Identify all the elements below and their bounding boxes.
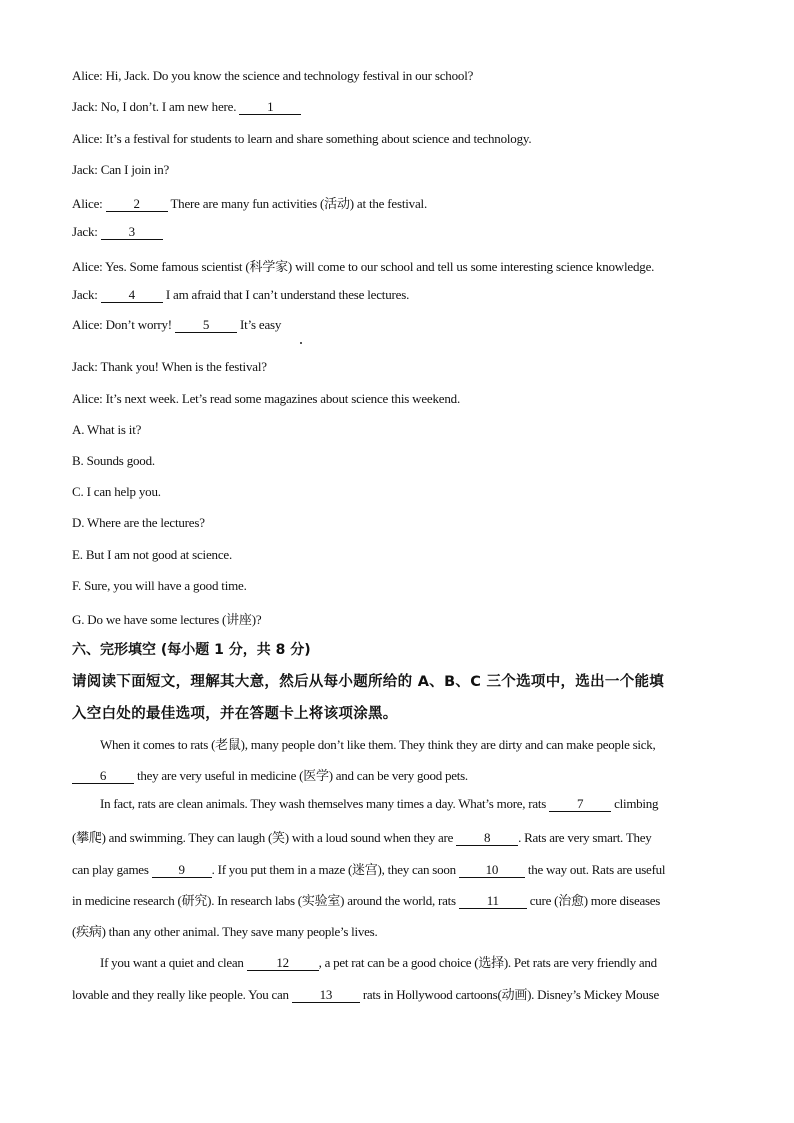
- dialogue-text: Alice:: [72, 196, 106, 211]
- passage-text: can play games: [72, 862, 152, 877]
- option-e: E. But I am not good at science.: [72, 547, 233, 562]
- answer-blank-3[interactable]: 3: [101, 225, 163, 240]
- dialogue-text: Alice: Don’t worry!: [72, 317, 175, 332]
- dialogue-line-7: [72, 256, 654, 275]
- passage-line-3: [72, 796, 752, 812]
- section-instruction-line-2: 入空白处的最佳选项，并在答题卡上将该项涂黑。: [72, 706, 398, 722]
- answer-blank-7[interactable]: 7: [549, 797, 611, 812]
- option-g: G. Do we have some lectures (讲座)?: [72, 612, 262, 627]
- dialogue-line-1: [72, 68, 473, 84]
- passage-text: rats in Hollywood cartoons(动画). Disney’s Mickey Mouse: [359, 987, 659, 1002]
- answer-blank-10[interactable]: 10: [459, 863, 525, 878]
- passage-text: the way out. Rats are useful: [524, 862, 666, 877]
- passage-line-2: [72, 765, 724, 784]
- option-c: C. I can help you.: [72, 484, 161, 499]
- answer-blank-1[interactable]: 1: [239, 100, 301, 115]
- passage-text: lovable and they really like people. You can: [72, 987, 292, 1002]
- dialogue-text: Jack:: [72, 224, 101, 239]
- passage-text: (攀爬) and swimming. They can laugh (笑) with a loud sound when they are: [72, 830, 457, 845]
- option-f: F. Sure, you will have a good time.: [72, 578, 247, 593]
- passage-text: If you want a quiet and clean: [100, 955, 247, 970]
- answer-blank-8[interactable]: 8: [456, 831, 518, 846]
- answer-blank-5[interactable]: 5: [175, 318, 237, 333]
- dialogue-text: Jack: Can I join in?: [72, 162, 170, 177]
- passage-text: climbing: [611, 796, 659, 811]
- dialogue-line-10: [72, 359, 267, 375]
- dialogue-line-6: [72, 224, 163, 240]
- passage-line-1: [72, 734, 752, 753]
- passage-line-4: [72, 827, 724, 846]
- stray-mark: [300, 342, 302, 344]
- dialogue-line-11: [72, 391, 460, 407]
- dialogue-line-8: [72, 287, 409, 303]
- answer-blank-2[interactable]: 2: [106, 197, 168, 212]
- passage-text: . If you put them in a maze (迷宫), they can soon: [211, 862, 459, 877]
- passage-line-5: [72, 859, 724, 878]
- section-title: 六、完形填空 (每小题 1 分，共 8 分): [72, 642, 311, 658]
- answer-blank-9[interactable]: 9: [152, 863, 212, 878]
- passage-text: in medicine research (研究). In research labs (实验室) around the world, rats: [72, 893, 459, 908]
- dialogue-text: Jack: Thank you! When is the festival?: [72, 359, 267, 374]
- option-a: A. What is it?: [72, 422, 142, 437]
- passage-text: , a pet rat can be a good choice (选择). Pet rats are very friendly and: [318, 955, 657, 970]
- passage-line-6: [72, 890, 724, 909]
- dialogue-text: Jack:: [72, 287, 101, 302]
- passage-text: cure (治愈) more diseases: [526, 893, 661, 908]
- option-b: B. Sounds good.: [72, 453, 155, 468]
- dialogue-text: Alice: It’s next week. Let’s read some magazines about science this weekend.: [72, 391, 461, 406]
- answer-blank-11[interactable]: 11: [459, 894, 527, 909]
- answer-blank-13[interactable]: 13: [292, 988, 360, 1003]
- answer-blank-4[interactable]: 4: [101, 288, 163, 303]
- dialogue-text: It’s easy: [236, 317, 282, 332]
- dialogue-line-5: [72, 193, 427, 212]
- passage-text: When it comes to rats (老鼠), many people don’t like them. They think they are dirty and can make people sick,: [100, 737, 656, 752]
- passage-text: . Rats are very smart. They: [518, 830, 652, 845]
- dialogue-text: Jack: No, I don’t. I am new here.: [72, 99, 240, 114]
- dialogue-text: I am afraid that I can’t understand these lectures.: [162, 287, 410, 302]
- dialogue-text: Alice: Yes. Some famous scientist (科学家) will come to our school and tell us some interesting science knowledge.: [72, 259, 655, 274]
- dialogue-line-9: [72, 317, 281, 333]
- answer-blank-12[interactable]: 12: [247, 956, 319, 971]
- dialogue-text: Alice: Hi, Jack. Do you know the science and technology festival in our school?: [72, 68, 474, 83]
- passage-text: In fact, rats are clean animals. They wash themselves many times a day. What’s more, rats: [100, 796, 550, 811]
- passage-line-9: [72, 984, 724, 1003]
- passage-line-8: [72, 952, 752, 971]
- dialogue-text: There are many fun activities (活动) at the festival.: [167, 196, 427, 211]
- passage-line-7: [72, 921, 724, 940]
- passage-text: (疾病) than any other animal. They save many people’s lives.: [72, 924, 378, 939]
- passage-text: they are very useful in medicine (医学) and can be very good pets.: [134, 768, 468, 783]
- dialogue-line-4: [72, 162, 169, 178]
- dialogue-line-3: [72, 131, 531, 147]
- section-instruction-line-1: 请阅读下面短文，理解其大意，然后从每小题所给的 A、B、C 三个选项中，选出一个能填: [72, 674, 665, 690]
- dialogue-line-2: [72, 99, 301, 115]
- dialogue-text: Alice: It’s a festival for students to learn and share something about science and technology.: [72, 131, 532, 146]
- answer-blank-6[interactable]: 6: [72, 769, 134, 784]
- option-d: D. Where are the lectures?: [72, 515, 205, 530]
